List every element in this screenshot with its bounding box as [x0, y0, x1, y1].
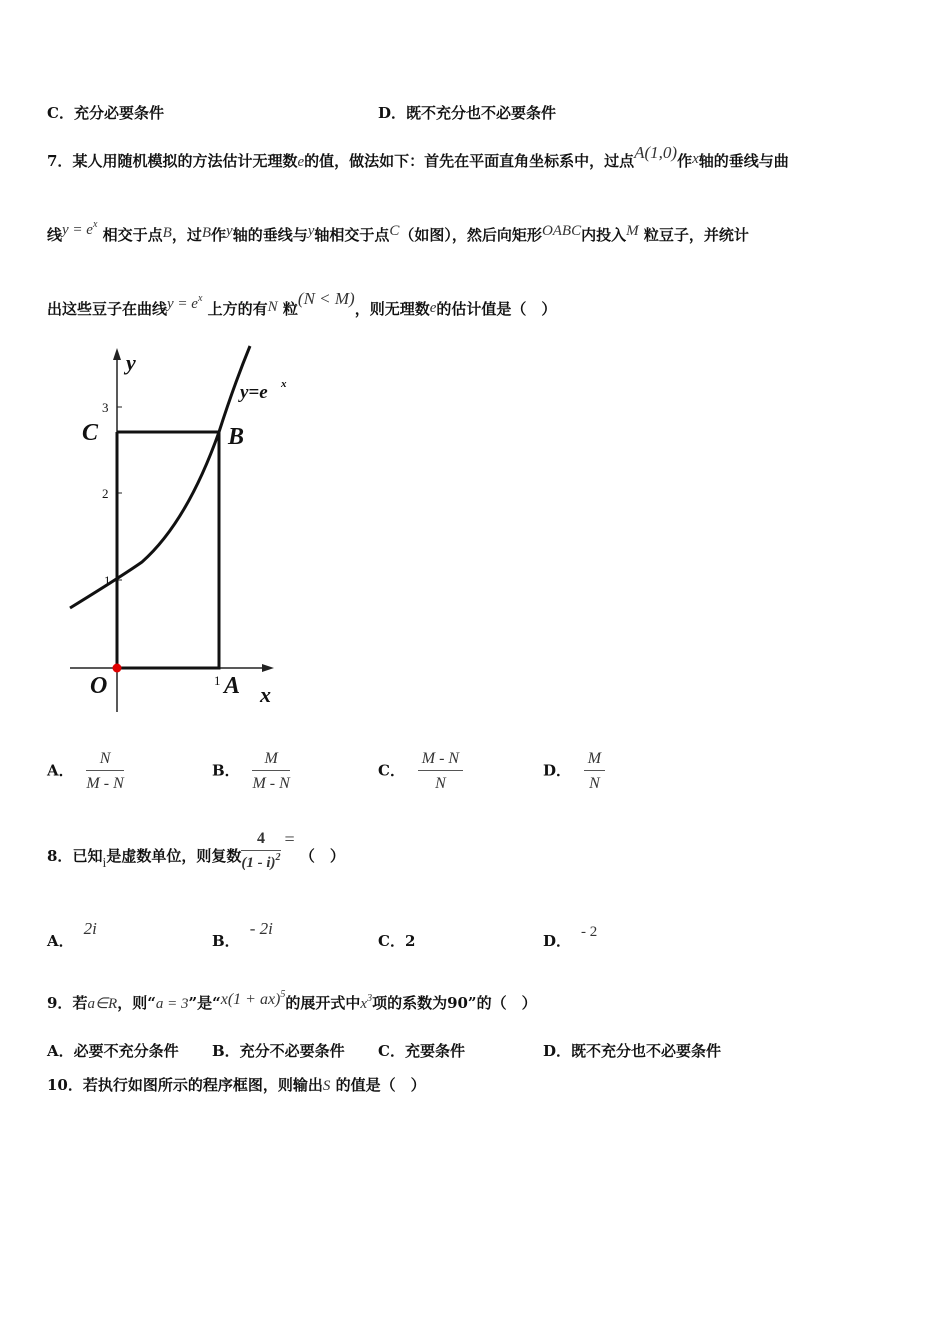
- tick-label-x1: 1: [214, 673, 221, 688]
- q9-option-a: A．必要不充分条件: [47, 1042, 179, 1060]
- point-a: A(1,0): [634, 143, 678, 162]
- q7-line3: 出这些豆子在曲线$y = e^x$ 上方的有N 粒(N < M)，则无理数e的估计值是（ ）: [47, 289, 557, 318]
- q7-option-a: A． $\frac{N}{M - N}$: [47, 750, 124, 792]
- x-axis-arrow: [262, 664, 274, 672]
- q8-option-b: B．- 2i: [212, 919, 273, 950]
- tick-label-2: 2: [102, 486, 109, 501]
- tick-label-3: 3: [102, 400, 109, 415]
- point-o-label: O: [90, 673, 108, 699]
- q7-option-c: C． $\frac{M - N}{N}$: [378, 750, 463, 793]
- q7-line2: 线$y = e^x$ 相交于点B，过B作y轴的垂线与y轴相交于点C（如图），然后向矩形OABC内投入M 粒豆子，并统计: [47, 219, 749, 244]
- x-axis-label: x: [260, 682, 271, 707]
- q9-option-c: C．充要条件: [378, 1042, 465, 1060]
- exponential-curve: [70, 346, 250, 608]
- point-a-label: A: [224, 673, 241, 699]
- q8-option-a: A．2i: [47, 919, 97, 950]
- q6-option-d: D．既不充分也不必要条件: [378, 104, 557, 122]
- curve-label: y=e: [240, 382, 268, 403]
- q9-option-d: D．既不充分也不必要条件: [543, 1042, 722, 1060]
- q7-option-d: D． $\frac{M}{N}$: [543, 750, 605, 793]
- point-c-label: C: [82, 420, 99, 446]
- y-axis-arrow: [113, 348, 121, 360]
- q8-option-c: C．2: [378, 932, 416, 950]
- tick-label-1: 1: [104, 573, 111, 588]
- q8-stem: 8．已知i是虚数单位，则复数 $\frac{4}{(1 - i)^2}$ = （ ）: [47, 829, 345, 871]
- origin-point: [113, 664, 122, 673]
- y-axis-label: y: [126, 350, 136, 375]
- q9-option-b: B．充分不必要条件: [212, 1042, 345, 1060]
- q10-stem: 10．若执行如图所示的程序框图，则输出S 的值是（ ）: [47, 1076, 426, 1094]
- q7-option-b: B． $\frac{M}{M - N}$: [212, 750, 290, 792]
- ex-curve-figure: [62, 340, 302, 720]
- q7-number: 7．: [47, 152, 73, 170]
- q7-line1: 7．某人用随机模拟的方法估计无理数e的值，做法如下：首先在平面直角坐标系中，过点A(1,0)作x轴的垂线与曲: [47, 143, 789, 170]
- q8-option-d: D． - 2: [543, 924, 598, 950]
- q9-stem: 9．若a∈R，则“a = 3”是“x(1 + ax)$^5$的展开式中$x^3$项的系数为90”的（ ）: [47, 989, 537, 1012]
- point-b-label: B: [228, 424, 245, 450]
- q6-option-c: C．充分必要条件: [47, 104, 164, 122]
- curve-label-exponent: x: [281, 378, 287, 390]
- condition-n-less-m: (N < M): [297, 289, 355, 308]
